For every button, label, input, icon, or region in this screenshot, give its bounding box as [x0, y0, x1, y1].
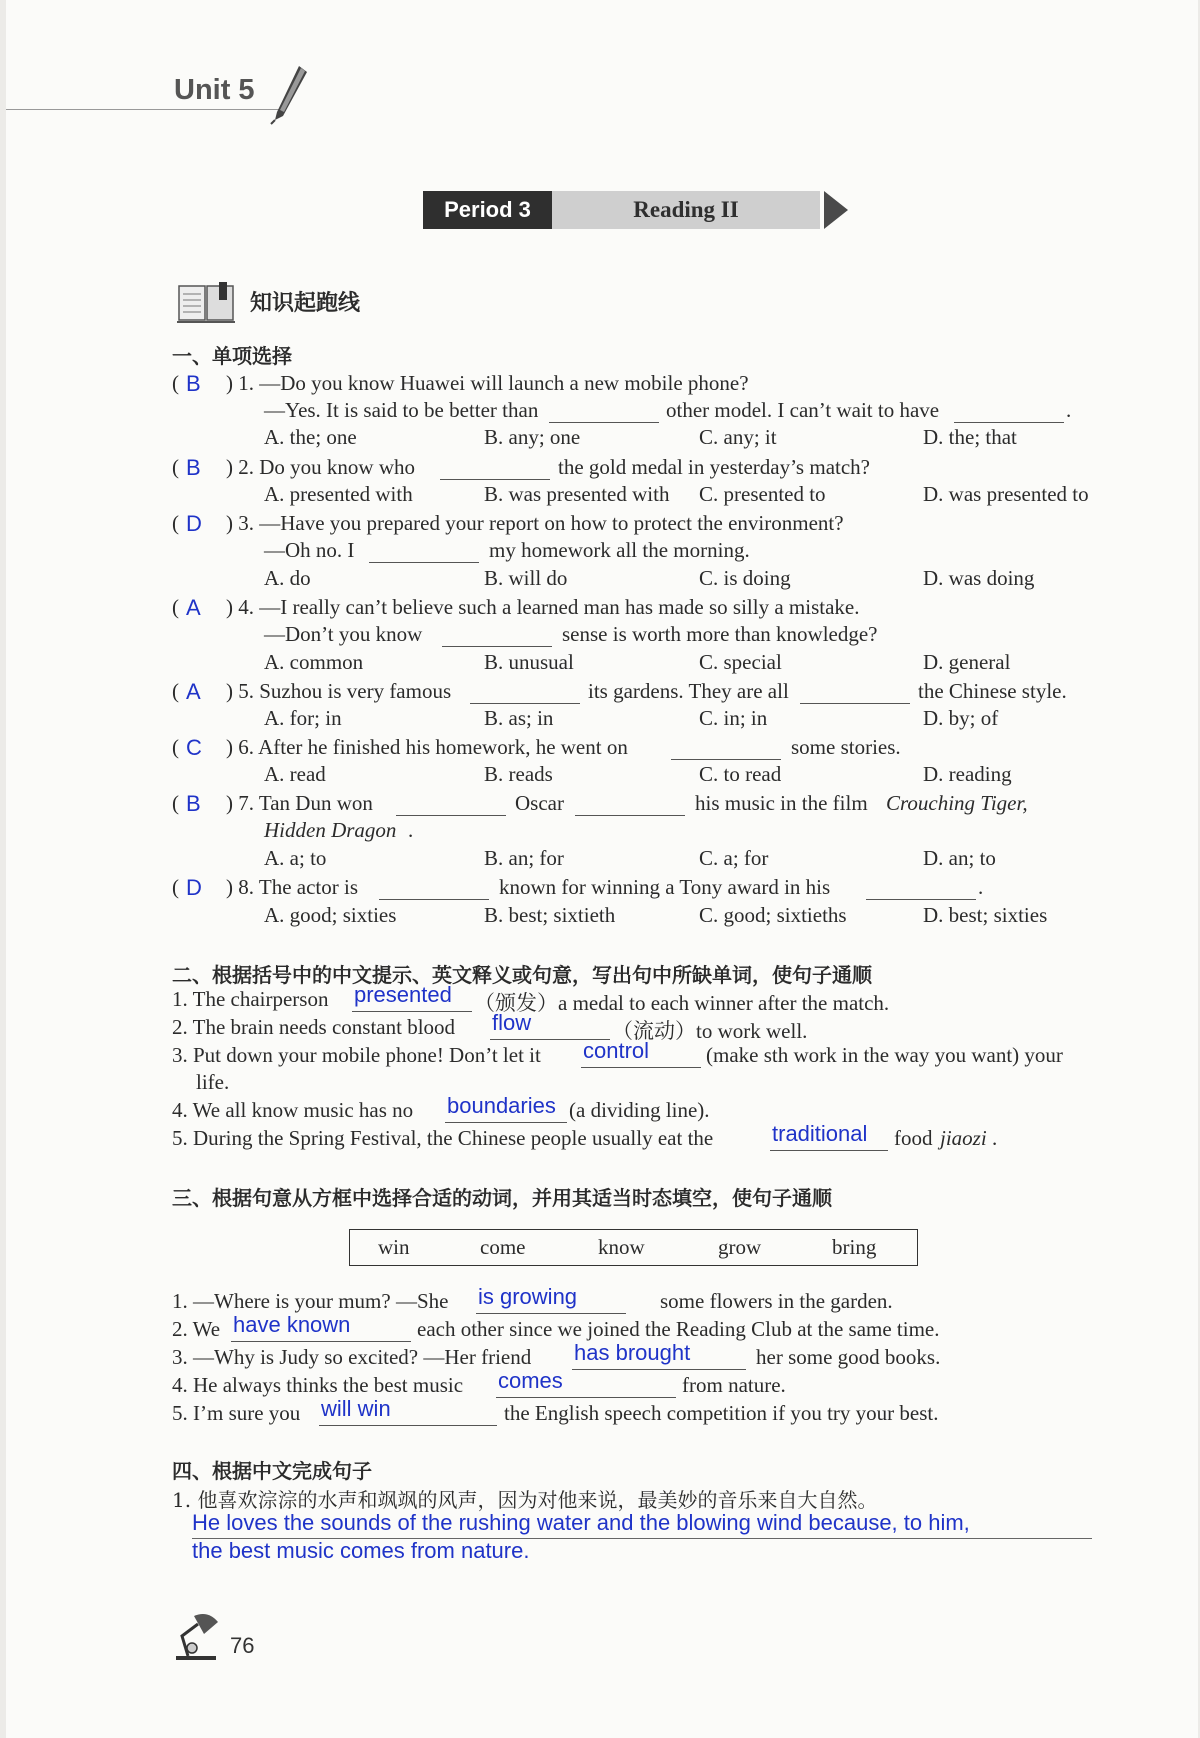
item-text: 5. I’m sure you	[172, 1401, 301, 1425]
blank	[549, 402, 659, 423]
answer-letter: C	[186, 735, 202, 760]
blank	[379, 879, 489, 900]
option-b: B. unusual	[484, 650, 574, 674]
paren: (	[172, 791, 179, 815]
option-b: B. will do	[484, 566, 568, 590]
blank	[866, 879, 976, 900]
item-text: (make sth work in the way you want) your	[706, 1043, 1063, 1067]
blank	[671, 739, 781, 760]
banner-arrow-icon	[824, 191, 848, 229]
option-a: A. the; one	[264, 425, 357, 449]
option-d: D. an; to	[923, 846, 996, 870]
period-label: Period 3	[423, 191, 552, 229]
item-text: life.	[196, 1070, 230, 1094]
handwritten-answer: comes	[498, 1368, 563, 1393]
question-text: ) 3. —Have you prepared your report on how to protect the environment?	[226, 511, 844, 535]
handwritten-answer: has brought	[574, 1340, 691, 1365]
handwritten-answer: flow	[492, 1010, 532, 1035]
paren: (	[172, 371, 179, 395]
option-d: D. by; of	[923, 706, 999, 730]
word-option: win	[378, 1235, 410, 1259]
option-b: B. best; sixtieth	[484, 903, 616, 927]
question-text: —Oh no. I	[264, 538, 355, 562]
handwritten-answer: is growing	[478, 1284, 578, 1309]
item-text: 1. The chairperson	[172, 987, 329, 1011]
item-text: 1. —Where is your mum? —She	[172, 1289, 449, 1313]
option-a: A. a; to	[264, 846, 327, 870]
part4-prompt: 1. 他喜欢淙淙的水声和飒飒的风声，因为对他来说，最美妙的音乐来自大自然。	[172, 1488, 878, 1512]
option-c: C. special	[699, 650, 782, 674]
question-text: sense is worth more than knowledge?	[562, 622, 878, 646]
item-text: 2. The brain needs constant blood	[172, 1015, 456, 1039]
question-text: .	[1066, 398, 1072, 422]
option-c: C. is doing	[699, 566, 791, 590]
film-title: Hidden Dragon	[264, 818, 397, 842]
option-b: B. any; one	[484, 425, 581, 449]
handwritten-answer: presented	[354, 982, 452, 1007]
item-text: （颁发）a medal to each winner after the match.	[474, 991, 890, 1015]
handwritten-answer: boundaries	[447, 1093, 556, 1118]
blank	[954, 402, 1064, 423]
book-icon	[177, 280, 237, 326]
blank	[800, 683, 910, 704]
blank	[440, 459, 550, 480]
paren: (	[172, 595, 179, 619]
item-text: 3. —Why is Judy so excited? —Her friend	[172, 1345, 532, 1369]
item-text: her some good books.	[756, 1345, 941, 1369]
handwritten-answer: have known	[233, 1312, 351, 1337]
film-title: Crouching Tiger,	[886, 791, 1028, 815]
handwritten-answer: control	[583, 1038, 650, 1063]
word-option: bring	[832, 1235, 877, 1259]
answer-letter: A	[186, 679, 201, 704]
answer-letter: D	[186, 875, 202, 900]
part1-title: 一、单项选择	[172, 344, 292, 368]
option-c: C. a; for	[699, 846, 769, 870]
question-text: other model. I can’t wait to have	[666, 398, 940, 422]
answer-letter: D	[186, 511, 202, 536]
question-text: its gardens. They are all	[588, 679, 789, 703]
option-c: C. good; sixtieths	[699, 903, 847, 927]
handwritten-answer: traditional	[772, 1121, 868, 1146]
question-text: ) 4. —I really can’t believe such a learned man has made so silly a mistake.	[226, 595, 860, 619]
paren: (	[172, 511, 179, 535]
option-d: D. was doing	[923, 566, 1035, 590]
paren: (	[172, 679, 179, 703]
question-text: ) 1. —Do you know Huawei will launch a new mobile phone?	[226, 371, 749, 395]
question-text: ) 6. After he finished his homework, he went on	[226, 735, 628, 759]
option-b: B. as; in	[484, 706, 554, 730]
option-a: A. for; in	[264, 706, 342, 730]
part4-answer-line-1: He loves the sounds of the rushing water and the blowing wind because, to him,	[192, 1510, 970, 1535]
question-text: the gold medal in yesterday’s match?	[558, 455, 870, 479]
unit-title: Unit 5	[174, 74, 255, 106]
item-text: some flowers in the garden.	[660, 1289, 893, 1313]
answer-letter: A	[186, 595, 201, 620]
question-text: Oscar	[515, 791, 564, 815]
question-text: —Don’t you know	[264, 622, 423, 646]
item-text: each other since we joined the Reading Club at the same time.	[417, 1317, 940, 1341]
item-text: the English speech competition if you try your best.	[504, 1401, 939, 1425]
answer-letter: B	[186, 371, 201, 396]
question-text: his music in the film	[695, 791, 868, 815]
part2-title: 二、根据括号中的中文提示、英文释义或句意，写出句中所缺单词，使句子通顺	[172, 963, 872, 987]
part4-answer-line-2: the best music comes from nature.	[192, 1538, 530, 1563]
question-text: .	[978, 875, 984, 899]
item-text: food	[894, 1126, 933, 1150]
option-d: D. reading	[923, 762, 1012, 786]
item-text: jiaozi	[940, 1126, 987, 1150]
lesson-label: Reading II	[633, 197, 739, 222]
pen-icon	[269, 62, 311, 126]
question-text: ) 2. Do you know who	[226, 455, 415, 479]
question-text: —Yes. It is said to be better than	[264, 398, 539, 422]
section-title: 知识起跑线	[250, 291, 361, 316]
question-text: my homework all the morning.	[489, 538, 750, 562]
option-d: D. the; that	[923, 425, 1017, 449]
lamp-icon	[168, 1610, 224, 1662]
question-text: ) 7. Tan Dun won	[226, 791, 373, 815]
item-text: from nature.	[682, 1373, 786, 1397]
blank	[369, 542, 479, 563]
word-option: grow	[718, 1235, 762, 1259]
question-text: some stories.	[791, 735, 901, 759]
blank	[442, 626, 552, 647]
paren: (	[172, 735, 179, 759]
question-text: ) 8. The actor is	[226, 875, 358, 899]
period-banner	[423, 191, 820, 229]
item-text: 4. He always thinks the best music	[172, 1373, 464, 1397]
option-b: B. reads	[484, 762, 553, 786]
item-text: 5. During the Spring Festival, the Chinese people usually eat the	[172, 1126, 714, 1150]
question-text: known for winning a Tony award in his	[499, 875, 831, 899]
paren: (	[172, 875, 179, 899]
option-d: D. was presented to	[923, 482, 1089, 506]
paren: (	[172, 455, 179, 479]
page-number: 76	[230, 1633, 255, 1658]
blank	[575, 795, 685, 816]
item-text: 2. We	[172, 1317, 221, 1341]
option-a: A. good; sixties	[264, 903, 397, 927]
question-text: .	[408, 818, 414, 842]
item-text: 3. Put down your mobile phone! Don’t let it	[172, 1043, 541, 1067]
answer-letter: B	[186, 791, 201, 816]
question-text: ) 5. Suzhou is very famous	[226, 679, 452, 703]
option-a: A. read	[264, 762, 326, 786]
part4-title: 四、根据中文完成句子	[172, 1459, 372, 1483]
part3-title: 三、根据句意从方框中选择合适的动词，并用其适当时态填空，使句子通顺	[172, 1186, 832, 1210]
option-a: A. do	[264, 566, 311, 590]
option-b: B. an; for	[484, 846, 564, 870]
option-c: C. any; it	[699, 425, 777, 449]
item-text: 4. We all know music has no	[172, 1098, 414, 1122]
answer-letter: B	[186, 455, 201, 480]
option-c: C. to read	[699, 762, 782, 786]
option-d: D. general	[923, 650, 1011, 674]
blank	[396, 795, 506, 816]
handwritten-answer: will win	[321, 1396, 391, 1421]
option-a: A. presented with	[264, 482, 413, 506]
word-option: come	[480, 1235, 526, 1259]
option-c: C. presented to	[699, 482, 826, 506]
item-text: .	[992, 1126, 998, 1150]
item-text: （流动）to work well.	[612, 1019, 808, 1043]
workbook-page	[6, 0, 1198, 1738]
blank	[470, 683, 580, 704]
option-a: A. common	[264, 650, 364, 674]
header-rule	[6, 109, 286, 110]
word-option: know	[598, 1235, 645, 1259]
item-text: (a dividing line).	[569, 1098, 710, 1122]
question-text: the Chinese style.	[918, 679, 1067, 703]
option-d: D. best; sixties	[923, 903, 1048, 927]
option-b: B. was presented with	[484, 482, 670, 506]
option-c: C. in; in	[699, 706, 768, 730]
